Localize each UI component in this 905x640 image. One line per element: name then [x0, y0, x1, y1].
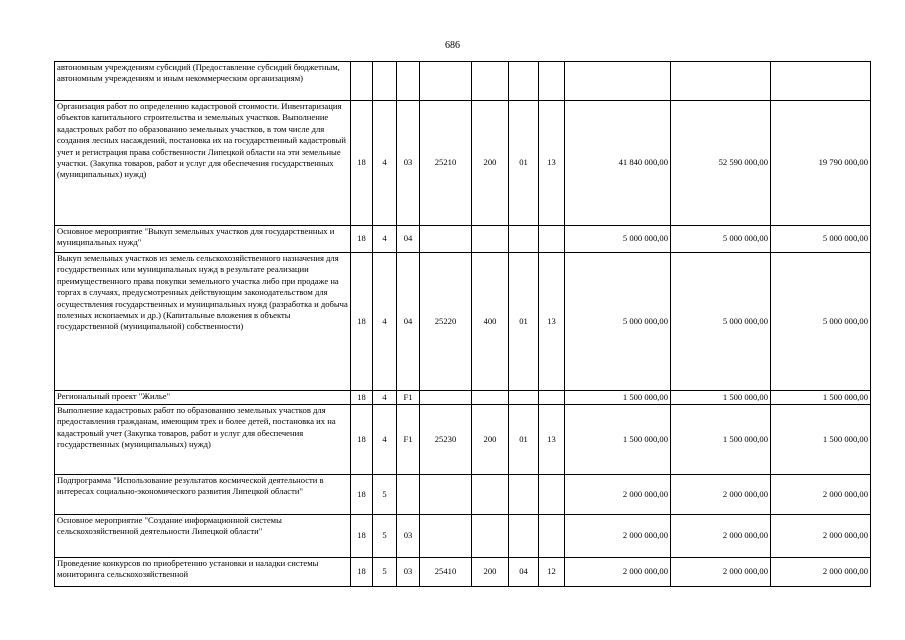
table-body — [55, 62, 871, 587]
code-direction: 25410 — [420, 558, 472, 587]
code-ministry: 18 — [351, 101, 373, 226]
code-section: 01 — [509, 101, 539, 226]
code-event: 03 — [397, 558, 420, 587]
code-ministry: 18 — [351, 253, 373, 391]
table-row — [55, 558, 871, 587]
code-ministry: 18 — [351, 515, 373, 558]
code-expense-type — [472, 515, 509, 558]
amount-year-1: 5 000 000,00 — [565, 253, 671, 391]
code-program: 4 — [373, 253, 397, 391]
amount-year-2: 2 000 000,00 — [671, 515, 771, 558]
row-name: Региональный проект "Жилье" — [55, 391, 351, 405]
amount-year-2: 52 590 000,00 — [671, 101, 771, 226]
amount-year-3: 2 000 000,00 — [771, 558, 871, 587]
table-row — [55, 226, 871, 253]
amount-year-3: 5 000 000,00 — [771, 226, 871, 253]
code-event: 03 — [397, 101, 420, 226]
row-name: Проведение конкурсов по приобретению установки и наладки системы мониторинга сельскохозяйственной — [55, 558, 351, 587]
code-program: 4 — [373, 405, 397, 475]
code-subsection: 13 — [539, 101, 565, 226]
code-ministry: 18 — [351, 405, 373, 475]
code-section — [509, 515, 539, 558]
code-subsection — [539, 515, 565, 558]
amount-year-2 — [671, 62, 771, 101]
code-direction — [420, 62, 472, 101]
code-subsection — [539, 62, 565, 101]
code-subsection — [539, 391, 565, 405]
code-section — [509, 475, 539, 515]
code-ministry: 18 — [351, 391, 373, 405]
amount-year-2: 5 000 000,00 — [671, 253, 771, 391]
code-subsection: 13 — [539, 405, 565, 475]
amount-year-1: 2 000 000,00 — [565, 558, 671, 587]
code-program: 5 — [373, 515, 397, 558]
code-program: 4 — [373, 391, 397, 405]
code-direction: 25230 — [420, 405, 472, 475]
table-row — [55, 101, 871, 226]
budget-table — [54, 61, 871, 587]
code-direction — [420, 475, 472, 515]
code-section — [509, 391, 539, 405]
amount-year-1 — [565, 62, 671, 101]
table-row — [55, 62, 871, 101]
code-expense-type: 400 — [472, 253, 509, 391]
row-name: автономным учреждениям субсидий (Предоставление субсидий бюджетным, автономным учреждениям и иным некоммерческим организациям) — [55, 62, 351, 101]
row-name: Выполнение кадастровых работ по образованию земельных участков для предоставления гражданам, имеющим трех и более детей, постановка их на кадастровый учет (Закупка товаров, работ и услуг для обеспечения государственных (муниципальных) нужд) — [55, 405, 351, 475]
code-ministry: 18 — [351, 226, 373, 253]
amount-year-3 — [771, 62, 871, 101]
table-row — [55, 405, 871, 475]
code-expense-type — [472, 62, 509, 101]
code-expense-type — [472, 475, 509, 515]
amount-year-2: 2 000 000,00 — [671, 558, 771, 587]
amount-year-3: 1 500 000,00 — [771, 405, 871, 475]
code-section: 01 — [509, 405, 539, 475]
code-ministry: 18 — [351, 475, 373, 515]
code-section: 04 — [509, 558, 539, 587]
code-direction: 25220 — [420, 253, 472, 391]
code-direction — [420, 515, 472, 558]
amount-year-1: 1 500 000,00 — [565, 391, 671, 405]
amount-year-3: 1 500 000,00 — [771, 391, 871, 405]
code-expense-type: 200 — [472, 558, 509, 587]
code-event — [397, 475, 420, 515]
row-name: Подпрограмма "Использование результатов космической деятельности в интересах социально-экономического развития Липецкой области" — [55, 475, 351, 515]
code-direction: 25210 — [420, 101, 472, 226]
code-event: F1 — [397, 405, 420, 475]
code-expense-type — [472, 391, 509, 405]
code-event: 03 — [397, 515, 420, 558]
code-program: 4 — [373, 101, 397, 226]
amount-year-2: 1 500 000,00 — [671, 405, 771, 475]
code-program — [373, 62, 397, 101]
code-subsection: 12 — [539, 558, 565, 587]
code-expense-type: 200 — [472, 405, 509, 475]
code-section — [509, 226, 539, 253]
table-row — [55, 475, 871, 515]
code-subsection: 13 — [539, 253, 565, 391]
row-name: Организация работ по определению кадастровой стоимости. Инвентаризация объектов капитального строительства и земельных участков. Выполнение кадастровых работ по образованию земельных участков, в том числе для создания лесных насаждений, постановка их на государственный кадастровый учет и регистрация права собственности Липецкой области на эти земельные участки. (Закупка товаров, работ и услуг для обеспечения государственных (муниципальных) нужд) — [55, 101, 351, 226]
code-section — [509, 62, 539, 101]
code-direction — [420, 391, 472, 405]
amount-year-2: 1 500 000,00 — [671, 391, 771, 405]
amount-year-3: 5 000 000,00 — [771, 253, 871, 391]
code-ministry — [351, 62, 373, 101]
table-row — [55, 515, 871, 558]
amount-year-1: 2 000 000,00 — [565, 515, 671, 558]
table-row — [55, 253, 871, 391]
page-number: 686 — [445, 40, 460, 51]
code-event: 04 — [397, 226, 420, 253]
row-name: Основное мероприятие "Выкуп земельных участков для государственных и муниципальных нужд" — [55, 226, 351, 253]
code-program: 4 — [373, 226, 397, 253]
code-section: 01 — [509, 253, 539, 391]
amount-year-3: 2 000 000,00 — [771, 515, 871, 558]
code-event — [397, 62, 420, 101]
amount-year-2: 2 000 000,00 — [671, 475, 771, 515]
code-expense-type — [472, 226, 509, 253]
code-event: F1 — [397, 391, 420, 405]
amount-year-1: 1 500 000,00 — [565, 405, 671, 475]
code-subsection — [539, 475, 565, 515]
code-direction — [420, 226, 472, 253]
code-subsection — [539, 226, 565, 253]
amount-year-3: 19 790 000,00 — [771, 101, 871, 226]
code-ministry: 18 — [351, 558, 373, 587]
row-name: Основное мероприятие "Создание информационной системы сельскохозяйственной деятельности Липецкой области" — [55, 515, 351, 558]
code-program: 5 — [373, 558, 397, 587]
code-expense-type: 200 — [472, 101, 509, 226]
amount-year-1: 5 000 000,00 — [565, 226, 671, 253]
table-row — [55, 391, 871, 405]
row-name: Выкуп земельных участков из земель сельскохозяйственного назначения для государственных или муниципальных нужд в результате реализации преимущественного права покупки земельного участка либо при продаже на торгах в случаях, предусмотренных действующим законодательством для осуществления государственных и муниципальных нужд (разработка и добыча полезных ископаемых и др.) (Капитальные вложения в объекты государственной (муниципальной) собственности) — [55, 253, 351, 391]
amount-year-2: 5 000 000,00 — [671, 226, 771, 253]
amount-year-1: 2 000 000,00 — [565, 475, 671, 515]
code-event: 04 — [397, 253, 420, 391]
amount-year-1: 41 840 000,00 — [565, 101, 671, 226]
code-program: 5 — [373, 475, 397, 515]
amount-year-3: 2 000 000,00 — [771, 475, 871, 515]
